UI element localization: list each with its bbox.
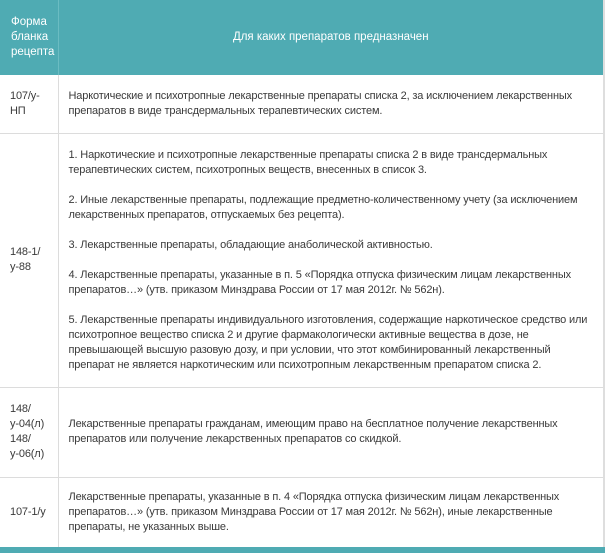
header-purpose: Для каких препаратов предназначен — [58, 0, 603, 75]
form-cell: 107/у-НП — [0, 75, 58, 133]
table-header — [0, 0, 603, 75]
form-line: у-04(л) — [10, 418, 45, 430]
purpose-cell — [58, 133, 603, 387]
table-row — [0, 387, 603, 477]
purpose-text: Наркотические и психотропные лекарственные препараты списка 2, за исключением лекарственных препаратов в виде трансдермальных терапевтических систем. — [68, 89, 572, 117]
form-line: у-06(л) — [10, 448, 45, 460]
table-row — [0, 75, 603, 133]
header-row — [0, 0, 603, 75]
table-body — [0, 75, 603, 547]
purpose-text: Лекарственные препараты гражданам, имеющим право на бесплатное получение лекарственных препаратов или получение лекарственных препаратов со скидкой. — [68, 418, 558, 445]
table-row — [0, 133, 603, 387]
purpose-item-1: 1. Наркотические и психотропные лекарственные препараты списка 2 в виде трансдермальных терапевтических систем, психотропных веществ, внесенных в список 3. — [68, 148, 548, 176]
table-bottom-bar — [0, 547, 605, 553]
purpose-cell — [58, 75, 603, 133]
purpose-item-5: 5. Лекарственные препараты индивидуального изготовления, содержащие наркотическое средство или психотропное вещество списка 2 и другие фармакологически активные вещества в дозе, не превышающей высшую разовую дозу, и при условии, что этот комбинированный лекарственный препарат не является наркотическим или психотропным лекарственным препаратом списка 2. — [68, 313, 588, 371]
header-form: Форма бланка рецепта — [0, 0, 58, 75]
form-line: 148/ — [10, 433, 31, 445]
table-row — [0, 477, 603, 547]
purpose-cell — [58, 477, 603, 547]
purpose-text: Лекарственные препараты, указанные в п. 4 «Порядка отпуска физическим лицам лекарственных препаратов…» (утв. приказом Минздрава России от 17 мая 2012г. № 562н), иные лекарственные препараты, не указанных выше. — [68, 490, 560, 533]
form-cell: 107-1/у — [0, 477, 58, 547]
purpose-item-4: 4. Лекарственные препараты, указанные в п. 5 «Порядка отпуска физическим лицам лекарственных препаратов…» (утв. приказом Минздрава России от 17 мая 2012г. № 562н). — [68, 268, 571, 296]
purpose-item-2: 2. Иные лекарственные препараты, подлежащие предметно-количественному учету (за исключением лекарственных препаратов, отпускаемых без рецепта). — [68, 193, 578, 221]
purpose-cell — [58, 387, 603, 477]
form-line: 148/ — [10, 403, 31, 415]
form-cell: 148-1/ у-88 — [0, 133, 58, 387]
purpose-item-3: 3. Лекарственные препараты, обладающие анаболической активностью. — [68, 238, 433, 251]
form-cell — [0, 387, 58, 477]
